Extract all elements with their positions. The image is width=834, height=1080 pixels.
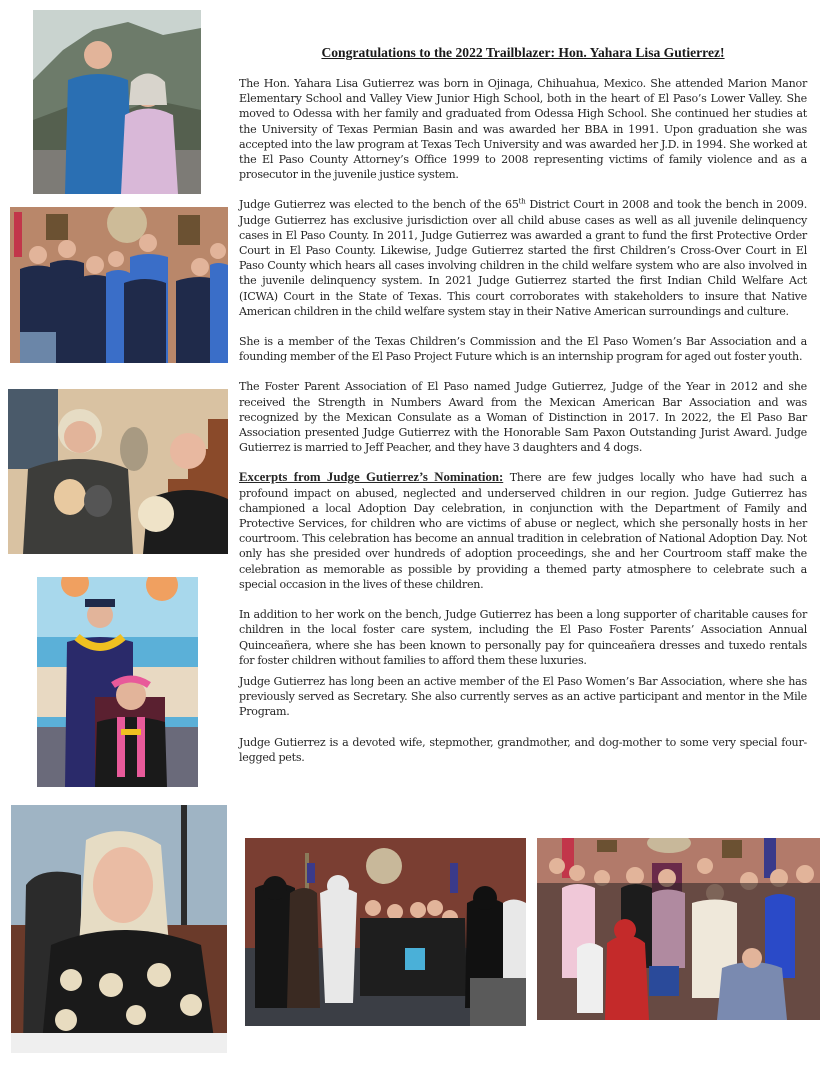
couple-mountain-photo	[33, 10, 201, 194]
court-text-rest: District Court in 2008 and took the bench in 2009. Judge Gutierrez has exclusive jurisdiction over all child abuse cases as well as all juvenile delinquency cases in El Paso County. In 2011, Judge Gutierrez was awarded a grant to fund the first Protective Order Court in El Paso County. Likewise, Judge Gutierrez started the first Children’s Cross-Over Court in El Paso County which hears all cases involving children in the child welfare system who are also involved in the juvenile delinquency system. In 2021 Judge Gutierrez started the first Indian Child Welfare Act (ICWA) Court in the State of Texas. This court corroborates with stakeholders to insure that Native American children in the child welfare system stay in their Native American surroundings and culture.	[239, 198, 807, 318]
judge-portrait-photo	[11, 805, 227, 1053]
charity-paragraph: In addition to her work on the bench, Judge Gutierrez has been a long supporter of charitable causes for children in the local foster care system, including the El Paso Foster Parents’ Association Annual Quinceañera, where she has been known to personally pay for quinceañera dresses and tuxedo rentals for foster children without families to afford them these luxuries.	[239, 608, 807, 667]
couple-with-dogs-photo	[8, 389, 228, 554]
bar-association-paragraph: Judge Gutierrez has long been an active member of the El Paso Women’s Bar Association, where she has previously served as Secretary. She also currently serves as an active participant and mentor in the Mile Program.	[239, 674, 807, 719]
nomination-text: There are few judges locally who have had such a profound impact on abused, neglected and underserved children in our region. Judge Gutierrez has championed a local Adoption Day celebration, in conjunction with the Department of Family and Protective Services, for children who are victims of abuse or neglect, which she personally hosts in her courtroom. This celebration has become an annual tradition in celebration of National Adoption Day. Not only has she presided over hundreds of adoption proceedings, she and her Courtroom staff make the celebration as memorable as possible by providing a themed party atmosphere to celebrate such a special occasion in the lives of these children.	[239, 471, 807, 591]
ordinal-suffix: th	[518, 197, 526, 206]
nomination-paragraph	[239, 470, 807, 592]
bio-paragraph-early-life: The Hon. Yahara Lisa Gutierrez was born in Ojinaga, Chihuahua, Mexico. She attended Marion Manor Elementary School and Valley View Junior High School, both in the heart of El Paso’s Lower Valley. She moved to Odessa with her family and graduated from Odessa High School. She continued her studies at the University of Texas Permian Basin and was awarded her BBA in 1991. Upon graduation she was accepted into the law program at Texas Tech University and was awarded her J.D. in 1994. She worked at the El Paso County Attorney’s Office 1999 to 2008 representing victims of family violence and as a prosecutor in the juvenile justice system.	[239, 77, 807, 182]
court-staff-group-photo	[10, 207, 228, 363]
nomination-heading: Excerpts from Judge Gutierrez’s Nomination:	[239, 470, 504, 485]
spiderman-adoption-photo	[537, 838, 820, 1020]
bio-paragraph-court	[239, 197, 807, 319]
family-paragraph: Judge Gutierrez is a devoted wife, stepmother, grandmother, and dog-mother to some very special four-legged pets.	[239, 735, 807, 764]
page-title: Congratulations to the 2022 Trailblazer: Hon. Yahara Lisa Gutierrez!	[321, 45, 725, 60]
hawaiian-theme-photo	[37, 577, 198, 787]
star-wars-adoption-photo	[245, 838, 526, 1026]
article	[239, 44, 807, 765]
bio-paragraph-memberships: She is a member of the Texas Children’s Commission and the El Paso Women’s Bar Association and a founding member of the El Paso Project Future which is an internship program for aged out foster youth.	[239, 335, 807, 364]
court-text-start: Judge Gutierrez was elected to the bench of the 65	[239, 198, 519, 212]
bio-paragraph-awards: The Foster Parent Association of El Paso named Judge Gutierrez, Judge of the Year in 2012 and she received the Strength in Numbers Award from the Mexican American Bar Association and was recognized by the Mexican Consulate as a Woman of Distinction in 2017. In 2022, the El Paso Bar Association presented Judge Gutierrez with the Honorable Sam Paxon Outstanding Jurist Award. Judge Gutierrez is married to Jeff Peacher, and they have 3 daughters and 4 dogs.	[239, 380, 807, 455]
